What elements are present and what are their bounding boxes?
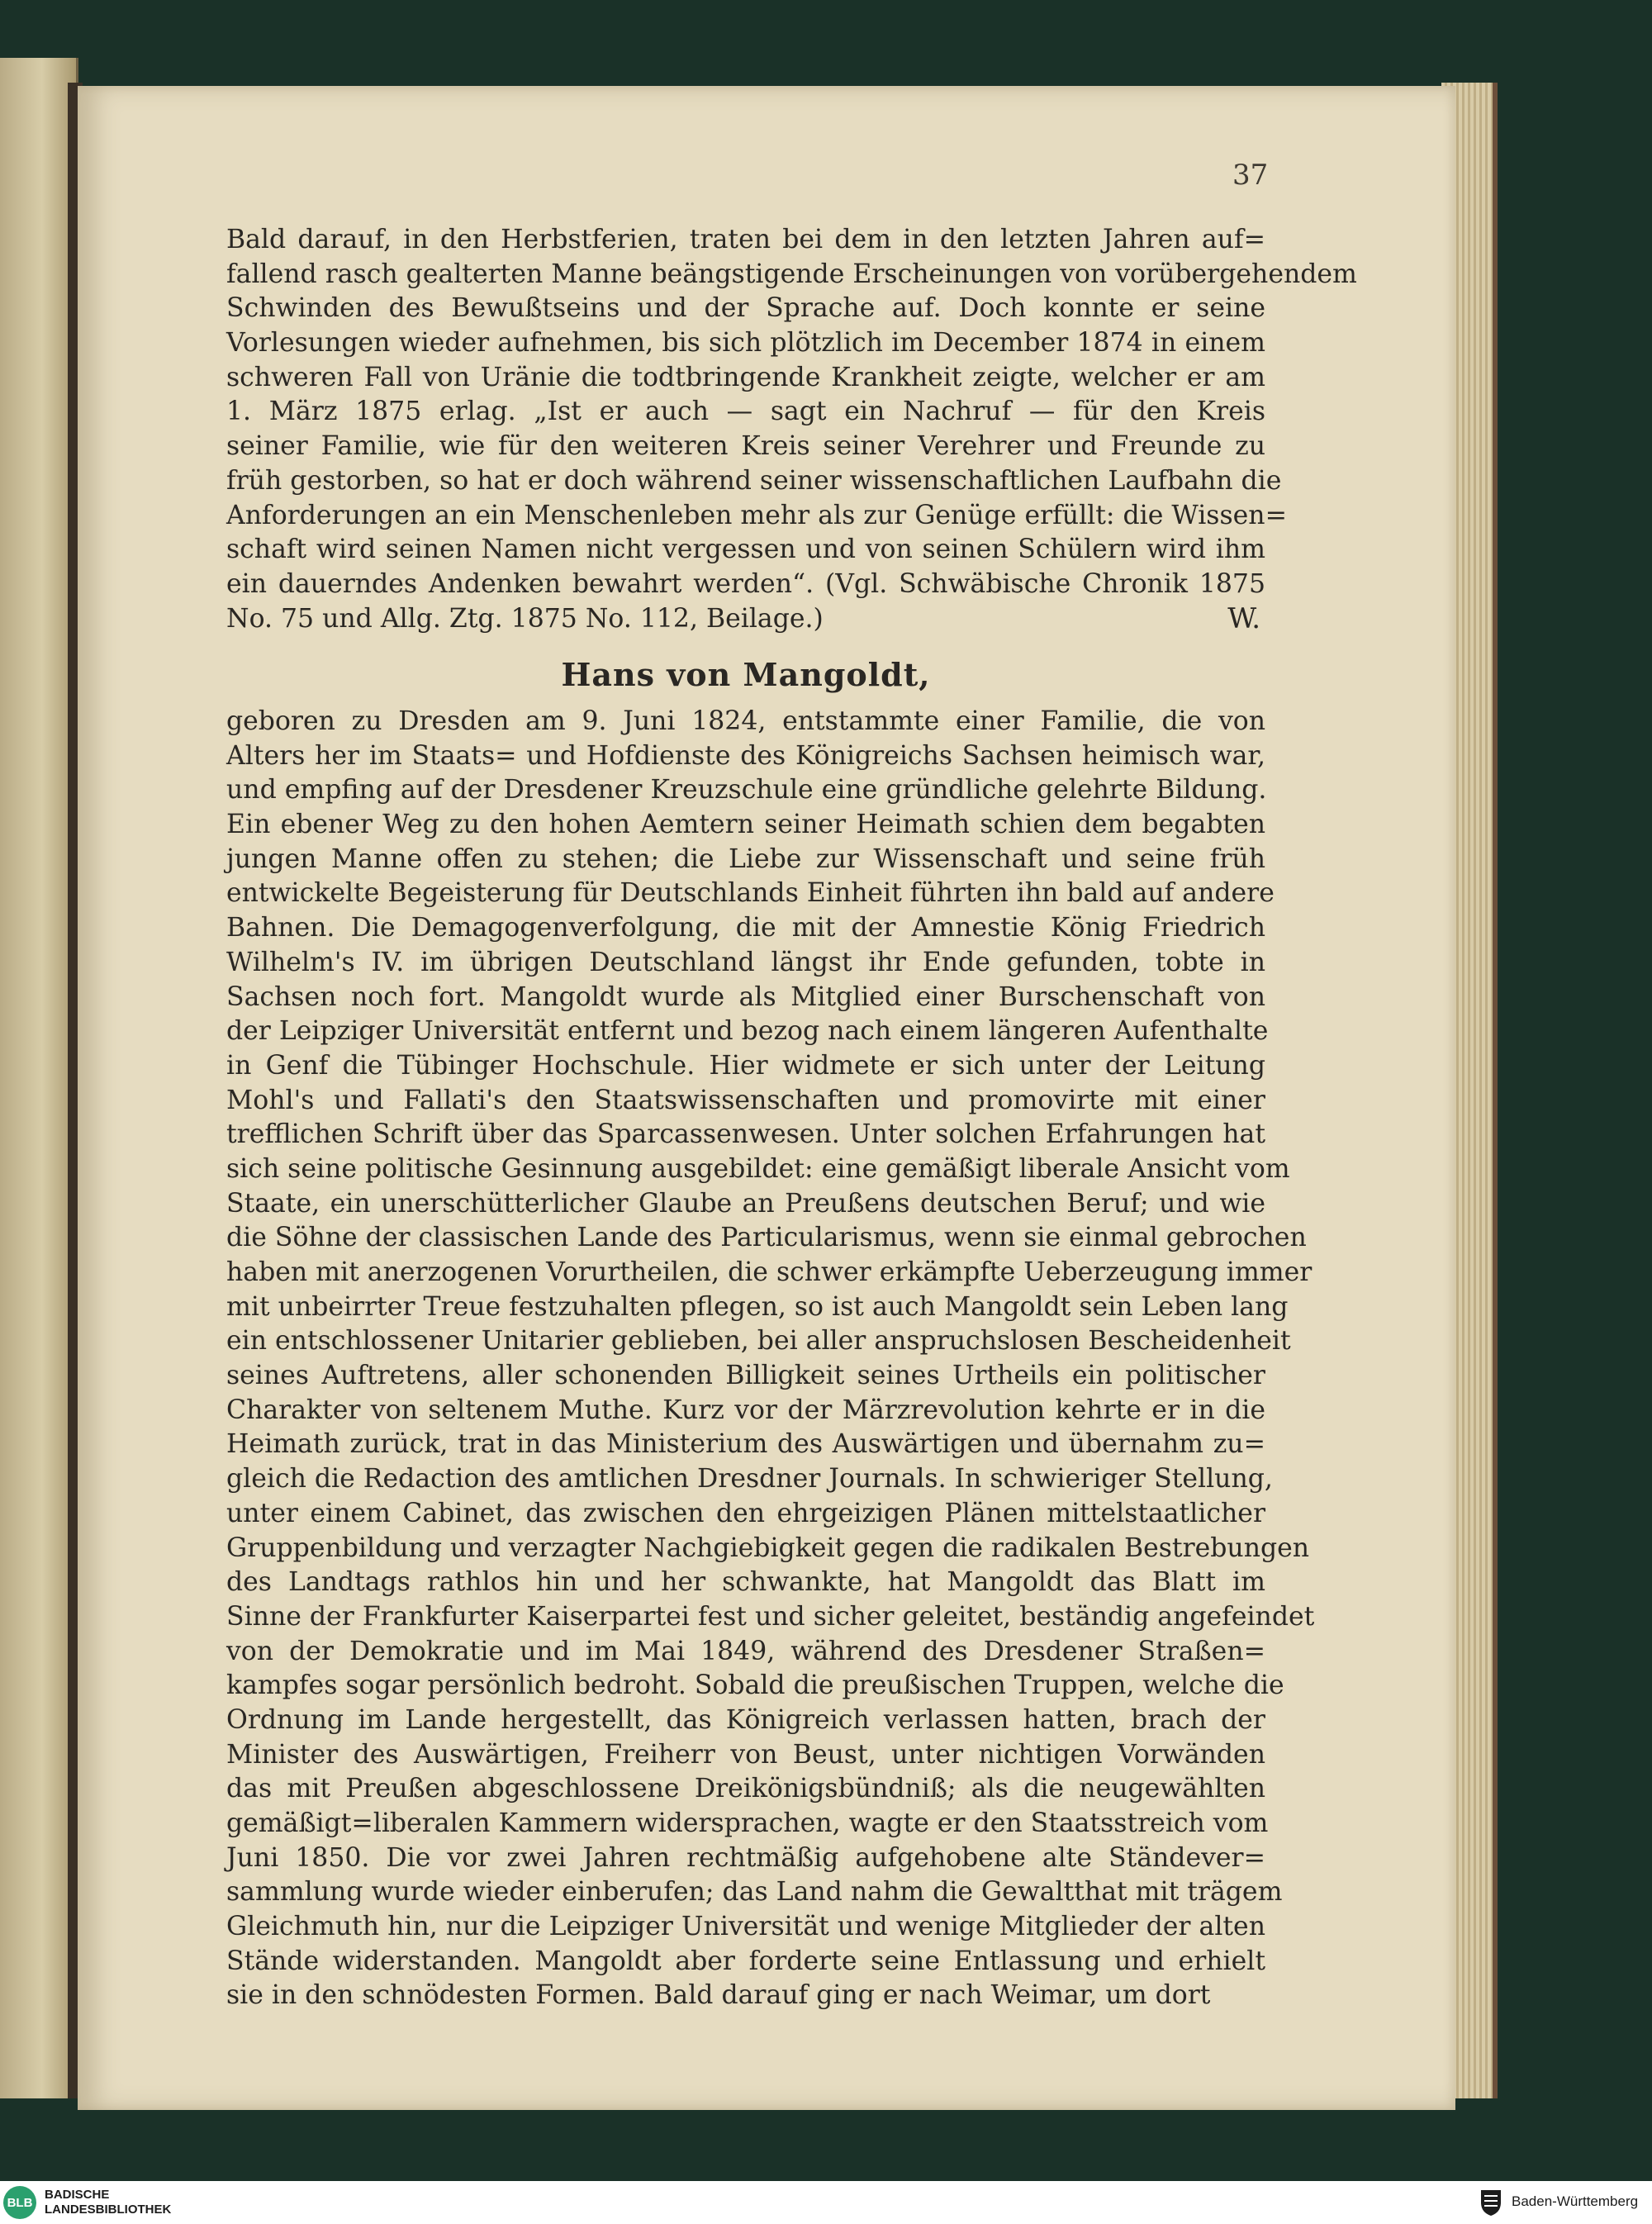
text-line: seines Auftretens, aller schonenden Billigkeit seines Urtheils ein politischer xyxy=(226,1361,1265,1391)
text-line: in Genf die Tübinger Hochschule. Hier widmete er sich unter der Leitung xyxy=(226,1050,1265,1081)
section-heading: Hans von Mangoldt, xyxy=(561,656,931,693)
text-line: Juni 1850. Die vor zwei Jahren rechtmäßig aufgehobene alte Ständever= xyxy=(226,1842,1265,1873)
text-line: Gleichmuth hin, nur die Leipziger Universität und wenige Mitglieder der alten xyxy=(226,1912,1265,1942)
left-page-edge xyxy=(0,58,78,2098)
text-line: ein entschlossener Unitarier geblieben, bei aller anspruchslosen Bescheidenheit xyxy=(226,1326,1291,1357)
text-line: der Leipziger Universität entfernt und bezog nach einem längeren Aufenthalte xyxy=(226,1016,1269,1047)
text-line: kampfes sogar persönlich bedroht. Sobald die preußischen Truppen, welche die xyxy=(226,1670,1284,1701)
region-name: Baden-Württemberg xyxy=(1512,2193,1639,2209)
library-name-line-2: LANDESBIBLIOTHEK xyxy=(45,2203,172,2217)
text-line: Gruppenbildung und verzagter Nachgiebigkeit gegen die radikalen Bestrebungen xyxy=(226,1533,1310,1563)
text-line: Ein ebener Weg zu den hohen Aemtern seiner Heimath schien dem begabten xyxy=(226,810,1265,840)
text-line: schweren Fall von Uränie die todtbringende Krankheit zeigte, welcher er am xyxy=(226,362,1265,392)
text-line: No. 75 und Allg. Ztg. 1875 No. 112, Beilage.) W. xyxy=(226,601,1260,635)
text-line: mit unbeirrter Treue festzuhalten pflegen, so ist auch Mangoldt sein Leben lang xyxy=(226,1291,1289,1322)
text-line: das mit Preußen abgeschlossene Dreikönigsbündniß; als die neugewählten xyxy=(226,1774,1265,1804)
library-name-line-1: BADISCHE xyxy=(45,2188,110,2202)
text-line: geboren zu Dresden am 9. Juni 1824, entstammte einer Familie, die von xyxy=(226,706,1265,736)
text-line: sammlung wurde wieder einberufen; das Land nahm die Gewaltthat mit trägem xyxy=(226,1877,1283,1908)
text-line: früh gestorben, so hat er doch während seiner wissenschaftlichen Laufbahn die xyxy=(226,465,1282,496)
text-line: von der Demokratie und im Mai 1849, während des Dresdener Straßen= xyxy=(226,1636,1265,1666)
text-line: Ordnung im Lande hergestellt, das Königreich verlassen hatten, brach der xyxy=(226,1704,1265,1735)
text-line: entwickelte Begeisterung für Deutschlands Einheit führten ihn bald auf andere xyxy=(226,878,1275,909)
text-line: haben mit anerzogenen Vorurtheilen, die schwer erkämpfte Ueberzeugung immer xyxy=(226,1257,1313,1287)
text-line: Stände widerstanden. Mangoldt aber forderte seine Entlassung und erhielt xyxy=(226,1946,1265,1976)
library-name xyxy=(45,2188,226,2217)
text-line: ein dauerndes Andenken bewahrt werden“. (Vgl. Schwäbische Chronik 1875 xyxy=(226,568,1265,599)
text-line: gemäßigt=liberalen Kammern widersprachen, wagte er den Staatsstreich vom xyxy=(226,1808,1269,1838)
blb-logo-icon: BLB xyxy=(3,2186,36,2219)
footer-bar xyxy=(0,2181,1652,2224)
text-line: Sinne der Frankfurter Kaiserpartei fest und sicher geleitet, beständig angefeindet xyxy=(226,1601,1315,1632)
text-line: fallend rasch gealterten Manne beängstigende Erscheinungen von vorübergehendem xyxy=(226,259,1357,289)
text-line: Charakter von seltenem Muthe. Kurz vor der Märzrevolution kehrte er in die xyxy=(226,1395,1265,1425)
text-line: die Söhne der classischen Lande des Particularismus, wenn sie einmal gebrochen xyxy=(226,1223,1307,1253)
text-line: schaft wird seinen Namen nicht vergessen und von seinen Schülern wird ihm xyxy=(226,535,1265,565)
text-line: unter einem Cabinet, das zwischen den ehrgeizigen Plänen mittelstaatlicher xyxy=(226,1498,1265,1528)
text-line: Wilhelm's IV. im übrigen Deutschland längst ihr Ende gefunden, tobte in xyxy=(226,947,1265,977)
text-line: Vorlesungen wieder aufnehmen, bis sich plötzlich im December 1874 in einem xyxy=(226,328,1265,359)
author-signature: W. xyxy=(1227,601,1260,635)
text-line: Minister des Auswärtigen, Freiherr von Beust, unter nichtigen Vorwänden xyxy=(226,1739,1265,1770)
text-line: Staate, ein unerschütterlicher Glaube an Preußens deutschen Beruf; und wie xyxy=(226,1188,1265,1219)
text-line: jungen Manne offen zu stehen; die Liebe zur Wissenschaft und seine früh xyxy=(226,844,1265,874)
text-line: Bahnen. Die Demagogenverfolgung, die mit der Amnestie König Friedrich xyxy=(226,913,1265,943)
text-line: gleich die Redaction des amtlichen Dresdner Journals. In schwieriger Stellung, xyxy=(226,1464,1273,1495)
biography-paragraph-1 xyxy=(226,223,1357,636)
text-line: seiner Familie, wie für den weiteren Kreis seiner Verehrer und Freunde zu xyxy=(226,431,1265,462)
text-line: Anforderungen an ein Menschenleben mehr als zur Genüge erfüllt: die Wissen= xyxy=(226,500,1287,530)
text-line: Schwinden des Bewußtseins und der Sprache auf. Doch konnte er seine xyxy=(226,293,1265,324)
coat-of-arms-icon xyxy=(1479,2188,1503,2217)
text-line: Bald darauf, in den Herbstferien, traten bei dem in den letzten Jahren auf= xyxy=(226,225,1265,254)
text-line: 1. März 1875 erlag. „Ist er auch — sagt ein Nachruf — für den Kreis xyxy=(226,397,1265,427)
text-line: trefflichen Schrift über das Sparcassenwesen. Unter solchen Erfahrungen hat xyxy=(226,1119,1265,1150)
text-line: Alters her im Staats= und Hofdienste des Königreichs Sachsen heimisch war, xyxy=(226,740,1265,771)
text-line: Sachsen noch fort. Mangoldt wurde als Mitglied einer Burschenschaft von xyxy=(226,981,1265,1012)
text-line: des Landtags rathlos hin und her schwankte, hat Mangoldt das Blatt im xyxy=(226,1567,1265,1598)
text-line: sich seine politische Gesinnung ausgebildet: eine gemäßigt liberale Ansicht vom xyxy=(226,1153,1290,1184)
text-line: sie in den schnödesten Formen. Bald darauf ging er nach Weimar, um dort xyxy=(226,1980,1211,2011)
biography-paragraph-2 xyxy=(226,705,1315,2013)
text-line: und empfing auf der Dresdener Kreuzschule eine gründliche gelehrte Bildung. xyxy=(226,775,1267,805)
text-line: Heimath zurück, trat in das Ministerium des Auswärtigen und übernahm zu= xyxy=(226,1429,1265,1460)
page-number: 37 xyxy=(1232,159,1269,192)
text-line: Mohl's und Fallati's den Staatswissenschaften und promovirte mit einer xyxy=(226,1085,1265,1115)
